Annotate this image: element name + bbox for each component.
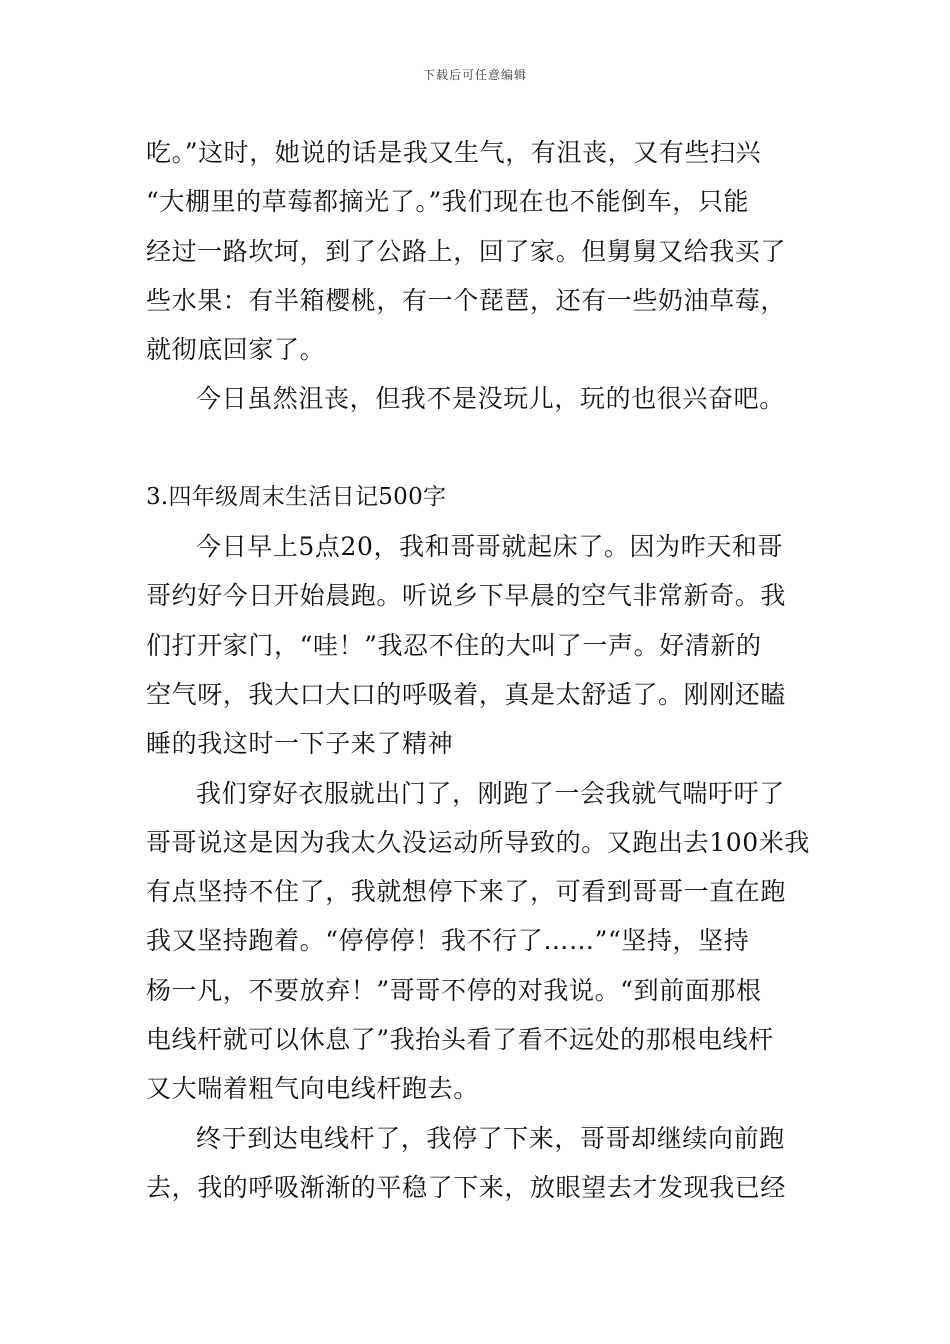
text-line: 哥约好今日开始晨跑。听说乡下早晨的空气非常新奇。我 [146, 581, 787, 611]
text-line: 电线杆就可以休息了”我抬头看了看不远处的那根电线杆 [146, 1025, 774, 1055]
text-line: 杨一凡，不要放弃！”哥哥不停的对我说。“到前面那根 [146, 975, 762, 1005]
text-line: 又大喘着粗气向电线杆跑去。 [146, 1074, 479, 1104]
paragraph-first-line: 今日早上5点20，我和哥哥就起床了。因为昨天和哥 [196, 532, 784, 562]
header-note: 下载后可任意编辑 [422, 68, 527, 82]
text-line: 去，我的呼吸渐渐的平稳了下来，放眼望去才发现我已经 [146, 1172, 787, 1202]
paragraph-first-line: 我们穿好衣服就出门了，刚跑了一会我就气喘吁吁了 [196, 778, 785, 808]
text-line: 些水果：有半箱樱桃，有一个琵琶，还有一些奶油草莓， [146, 285, 787, 315]
document-body [146, 128, 812, 1212]
text-line: 就彻底回家了。 [146, 335, 326, 365]
text-line: 睡的我这时一下子来了精神 [146, 729, 454, 759]
text-line: 空气呀，我大口大口的呼吸着，真是太舒适了。刚刚还瞌 [146, 679, 787, 709]
text-line: 吃。”这时，她说的话是我又生气，有沮丧，又有些扫兴 [146, 138, 762, 167]
blank-line [146, 424, 812, 473]
paragraph-first-line: 今日虽然沮丧，但我不是没玩儿，玩的也很兴奋吧。 [196, 384, 785, 414]
text-line: 们打开家门，“哇！”我忍不住的大叫了一声。好清新的 [146, 630, 762, 660]
section-heading: 3.四年级周末生活日记500字 [146, 483, 447, 510]
text-line: 经过一路坎坷，到了公路上，回了家。但舅舅又给我买了 [146, 236, 787, 266]
text-line: 哥哥说这是因为我太久没运动所导致的。又跑出去100米我 [146, 827, 810, 857]
paragraph-first-line: 终于到达电线杆了，我停了下来，哥哥却继续向前跑 [196, 1123, 785, 1153]
text-line: 我又坚持跑着。“停停停！我不行了……”“坚持，坚持 [146, 926, 750, 956]
text-line: 有点坚持不住了，我就想停下来了，可看到哥哥一直在跑 [146, 877, 787, 907]
text-line: “大棚里的草莓都摘光了。”我们现在也不能倒车，只能 [146, 187, 750, 217]
